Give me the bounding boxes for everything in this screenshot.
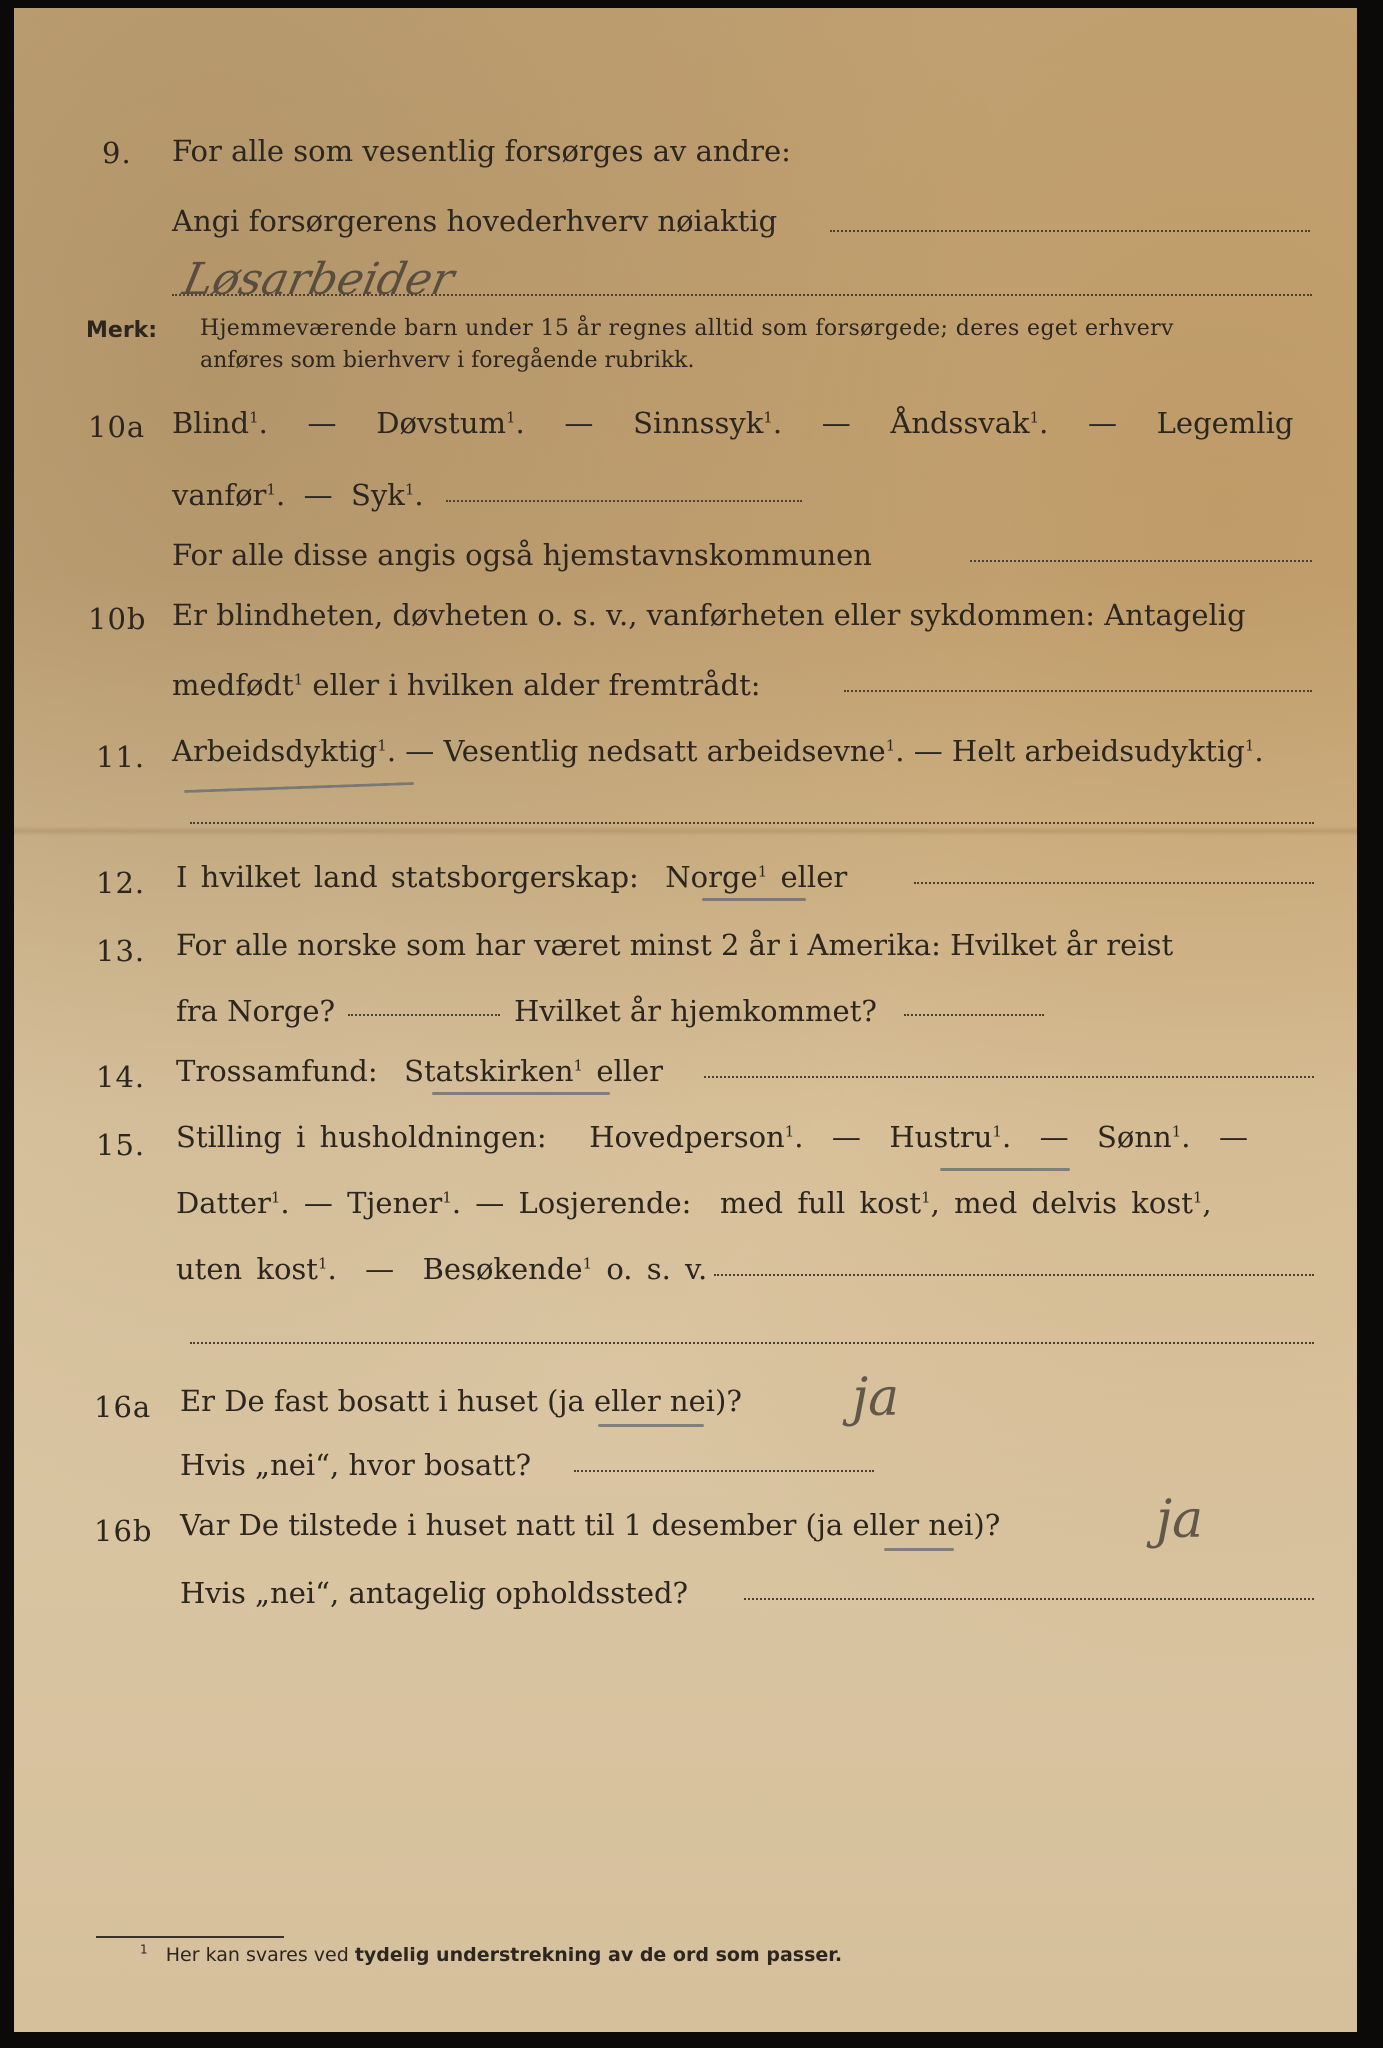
q13-line2a: fra Norge?: [176, 994, 336, 1028]
opt-vanfor: vanfør: [172, 478, 267, 512]
q10a-line3: For alle disse angis også hjemstavnskommunen: [172, 538, 872, 572]
q9-line2: Angi forsørgerens hovederhverv nøiaktig: [172, 204, 778, 238]
opt-sonn: Sønn: [1097, 1120, 1172, 1154]
opt-arbeidsdyktig: Arbeidsdyktig: [172, 734, 378, 768]
q16b-number: 16b: [94, 1514, 153, 1548]
q16b-line2: Hvis „nei“, antagelig opholdssted?: [180, 1576, 689, 1610]
merk-line2: anføres som bierhverv i foregående rubrikk.: [200, 348, 695, 373]
q9-answer-line: [172, 294, 1312, 296]
q9-number: 9.: [102, 136, 132, 170]
q13-reist-field: [348, 1014, 500, 1016]
q15-answer-line: [190, 1342, 1314, 1344]
opt-udyktig: Helt arbeidsudyktig: [951, 734, 1245, 768]
q16b-opholdssted-field: [744, 1598, 1314, 1600]
q15-field: [714, 1274, 1314, 1276]
q15-line1: Stilling i husholdningen: Hovedperson$^1$. — Hustru$^1$. — Sønn$^1$. —: [176, 1120, 1248, 1154]
q14-trossamfund-field: [704, 1076, 1314, 1078]
q16a-handwritten-answer: ja: [852, 1368, 900, 1428]
opt-sinnssyk: Sinnssyk: [633, 406, 764, 440]
q13-line2b: Hvilket år hjemkommet?: [514, 994, 877, 1028]
q10a-kommune-field: [970, 560, 1312, 562]
q15-number: 15.: [96, 1128, 146, 1162]
q11-answer-line: [190, 822, 1314, 824]
q10a-line1: Blind$^1$. — Døvstum$^1$. — Sinnssyk$^1$. — Åndssvak$^1$. — Legemlig: [172, 406, 1294, 440]
census-form-page: [14, 8, 1357, 2032]
q12-country-field: [914, 882, 1314, 884]
q14-line: Trossamfund: Statskirken$^1$ eller: [176, 1054, 664, 1088]
opt-legemlig: Legemlig: [1156, 406, 1294, 440]
opt-hustru: Hustru: [889, 1120, 993, 1154]
opt-norge: Norge: [665, 860, 758, 894]
q14-underline-mark: [432, 1092, 610, 1095]
q16a-underline-mark: [598, 1424, 704, 1427]
q15-underline-mark: [940, 1168, 1070, 1171]
merk-label: Merk:: [86, 318, 158, 343]
opt-tjener: Tjener: [347, 1186, 443, 1220]
q16b-underline-mark: [884, 1548, 954, 1551]
q11-number: 11.: [96, 740, 146, 774]
paper-fold: [14, 826, 1357, 836]
q16a-line2: Hvis „nei“, hvor bosatt?: [180, 1448, 532, 1482]
q10b-line2: medfødt$^1$ eller i hvilken alder fremtrådt:: [172, 668, 761, 702]
q14-number: 14.: [96, 1060, 146, 1094]
q16b-line1: Var De tilstede i huset natt til 1 desember (ja eller nei)?: [180, 1508, 1001, 1542]
q16a-number: 16a: [94, 1390, 152, 1424]
q12-line: I hvilket land statsborgerskap: Norge$^1$ eller: [176, 860, 848, 894]
q9-line1: For alle som vesentlig forsørges av andre:: [172, 134, 791, 168]
opt-andssvak: Åndssvak: [890, 406, 1030, 440]
q13-number: 13.: [96, 934, 146, 968]
opt-dovstum: Døvstum: [376, 406, 506, 440]
q12-number: 12.: [96, 866, 146, 900]
q16a-bosatt-field: [574, 1470, 874, 1472]
q15-line3: uten kost$^1$. — Besøkende$^1$ o. s. v.: [176, 1252, 708, 1286]
q13-line1: For alle norske som har været minst 2 år i Amerika: Hvilket år reist: [176, 928, 1174, 962]
merk-line1: Hjemmeværende barn under 15 år regnes alltid som forsørgede; deres eget erhverv: [200, 316, 1174, 341]
q11-underline-mark: [184, 782, 414, 793]
q9-handwritten-answer: Løsarbeider: [178, 254, 459, 305]
q10a-syk-field: [446, 500, 802, 502]
q11-options: Arbeidsdyktig$^1$. — Vesentlig nedsatt arbeidsevne$^1$. — Helt arbeidsudyktig$^1$.: [172, 734, 1264, 768]
q10b-line1: Er blindheten, døvheten o. s. v., vanførheten eller sykdommen: Antagelig: [172, 598, 1246, 632]
q10a-line2: vanfør$^1$. — Syk$^1$.: [172, 478, 424, 512]
opt-statskirken: Statskirken: [404, 1054, 574, 1088]
q10a-number: 10a: [88, 410, 146, 444]
opt-nedsatt: Vesentlig nedsatt arbeidsevne: [443, 734, 886, 768]
footnote-rule: [96, 1936, 284, 1938]
q16b-handwritten-answer: ja: [1156, 1490, 1204, 1550]
q16a-line1: Er De fast bosatt i huset (ja eller nei)?: [180, 1384, 742, 1418]
q15-line2: Datter$^1$. — Tjener$^1$. — Losjerende: med full kost$^1$, med delvis kost$^1$,: [176, 1186, 1212, 1220]
q9-dotted-field: [830, 230, 1310, 232]
opt-syk: Syk: [351, 478, 405, 512]
q12-underline-mark: [702, 898, 806, 901]
footnote: $^1$ Her kan svares ved tydelig understrekning av de ord som passer.: [140, 1942, 843, 1966]
q13-hjem-field: [904, 1014, 1044, 1016]
q10b-alder-field: [844, 690, 1312, 692]
opt-blind: Blind: [172, 406, 250, 440]
opt-hovedperson: Hovedperson: [589, 1120, 785, 1154]
opt-datter: Datter: [176, 1186, 271, 1220]
q10b-number: 10b: [88, 602, 147, 636]
